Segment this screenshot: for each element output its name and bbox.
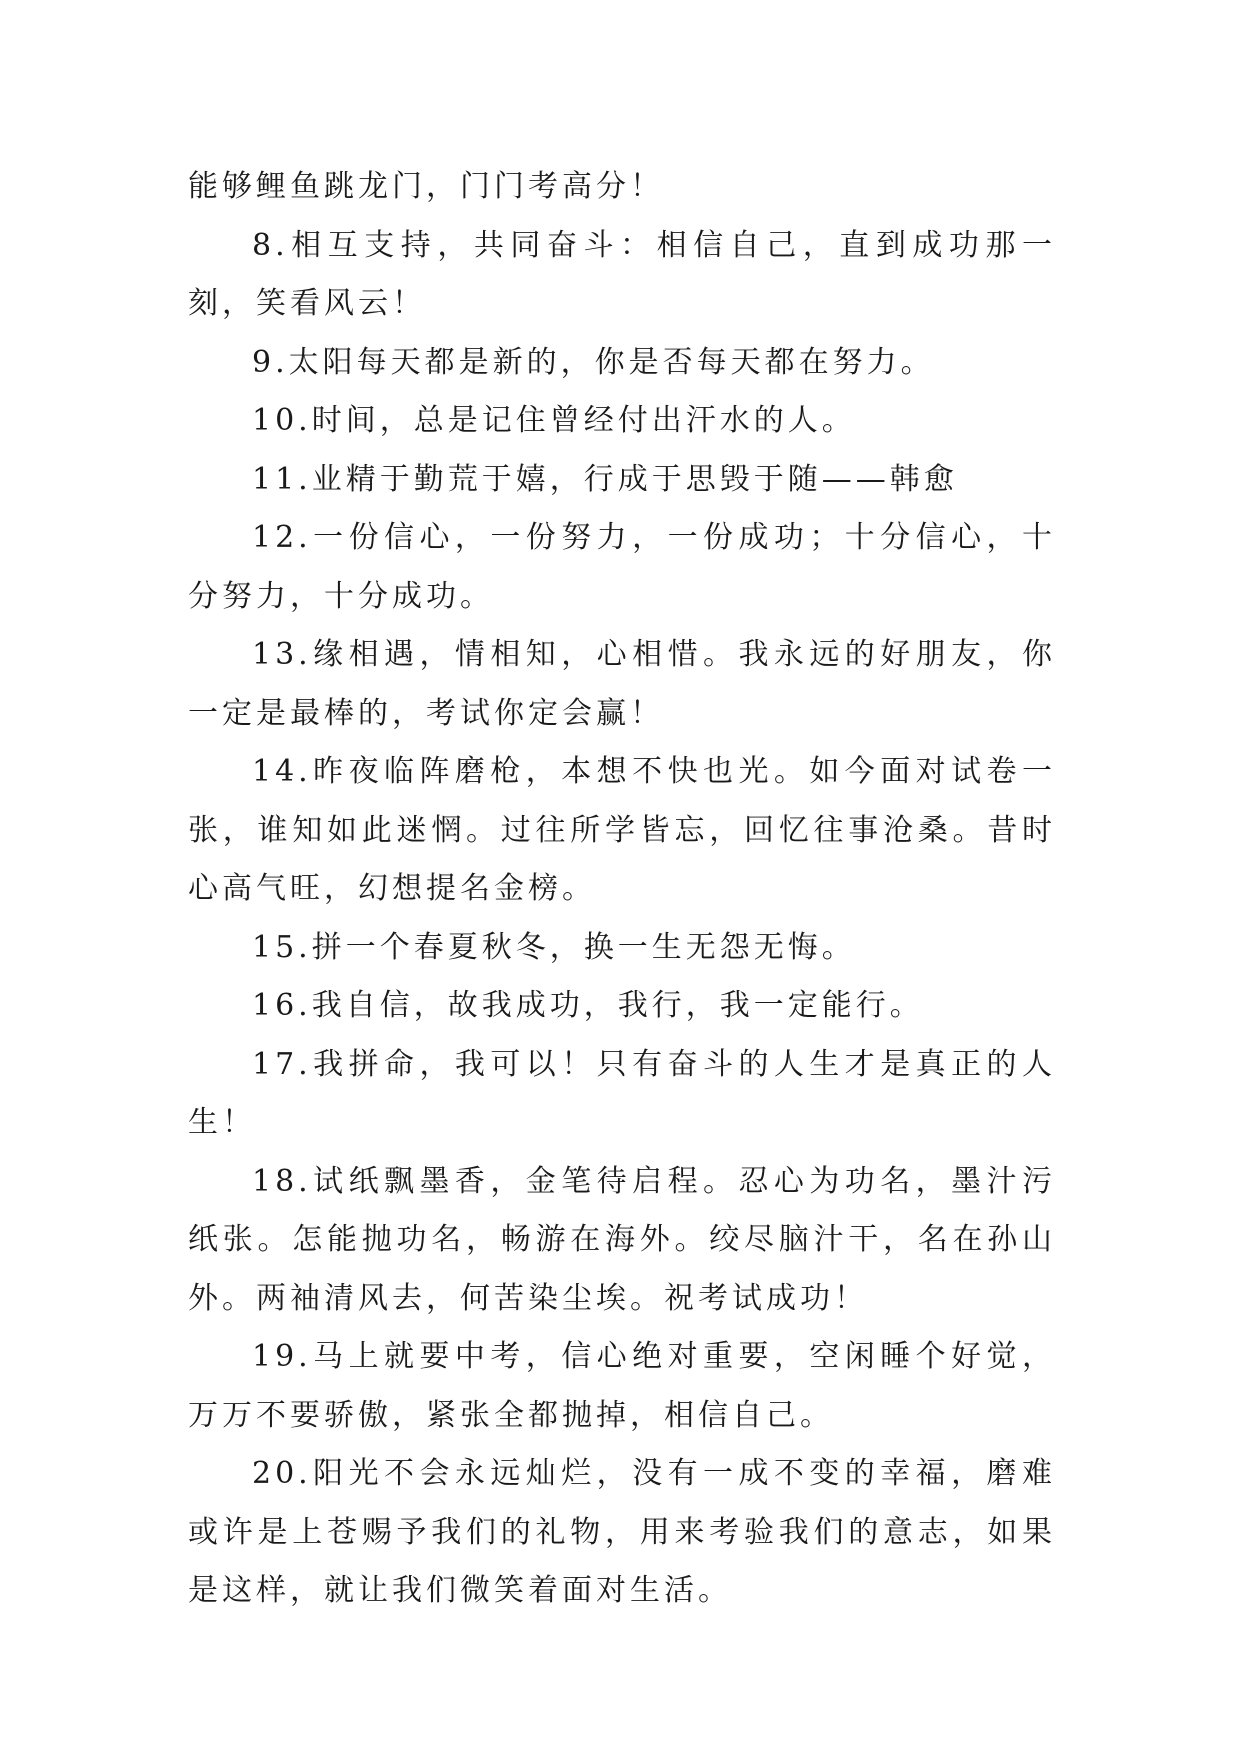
paragraph-item-8: 8.相互支持，共同奋斗：相信自己，直到成功那一刻，笑看风云！ bbox=[188, 227, 1056, 321]
paragraph-item-20: 20.阳光不会永远灿烂，没有一成不变的幸福，磨难或许是上苍赐予我们的礼物，用来考验我们的意志，如果是这样，就让我们微笑着面对生活。 bbox=[188, 1456, 1056, 1608]
paragraph-continuation: 能够鲤鱼跳龙门，门门考高分！ bbox=[188, 169, 664, 204]
paragraph-item-11: 11.业精于勤荒于嬉，行成于思毁于随——韩愈 bbox=[252, 461, 958, 497]
paragraph-item-18: 18.试纸飘墨香，金笔待启程。忍心为功名，墨汁污纸张。怎能抛功名，畅游在海外。绞尽脑汁干，名在孙山外。两袖清风去，何苦染尘埃。祝考试成功！ bbox=[188, 1163, 1056, 1316]
paragraph-item-17: 17.我拼命，我可以！只有奋斗的人生才是真正的人生！ bbox=[188, 1046, 1056, 1140]
paragraph-item-13: 13.缘相遇，情相知，心相惜。我永远的好朋友，你一定是最棒的，考试你定会赢！ bbox=[188, 637, 1056, 731]
document-body bbox=[188, 158, 1056, 1621]
paragraph-item-19: 19.马上就要中考，信心绝对重要，空闲睡个好觉，万万不要骄傲，紧张全都抛掉，相信自己。 bbox=[188, 1339, 1056, 1433]
paragraph-item-15: 15.拼一个春夏秋冬，换一生无怨无悔。 bbox=[252, 929, 856, 965]
paragraph-item-16: 16.我自信，故我成功，我行，我一定能行。 bbox=[252, 988, 924, 1023]
paragraph-item-12: 12.一份信心，一份努力，一份成功；十分信心，十分努力，十分成功。 bbox=[188, 520, 1056, 614]
paragraph-item-10: 10.时间，总是记住曾经付出汗水的人。 bbox=[252, 403, 856, 438]
paragraph-item-9: 9.太阳每天都是新的，你是否每天都在努力。 bbox=[252, 344, 935, 380]
paragraph-item-14: 14.昨夜临阵磨枪，本想不快也光。如今面对试卷一张，谁知如此迷惘。过往所学皆忘，回忆往事沧桑。昔时心高气旺，幻想提名金榜。 bbox=[188, 754, 1056, 906]
